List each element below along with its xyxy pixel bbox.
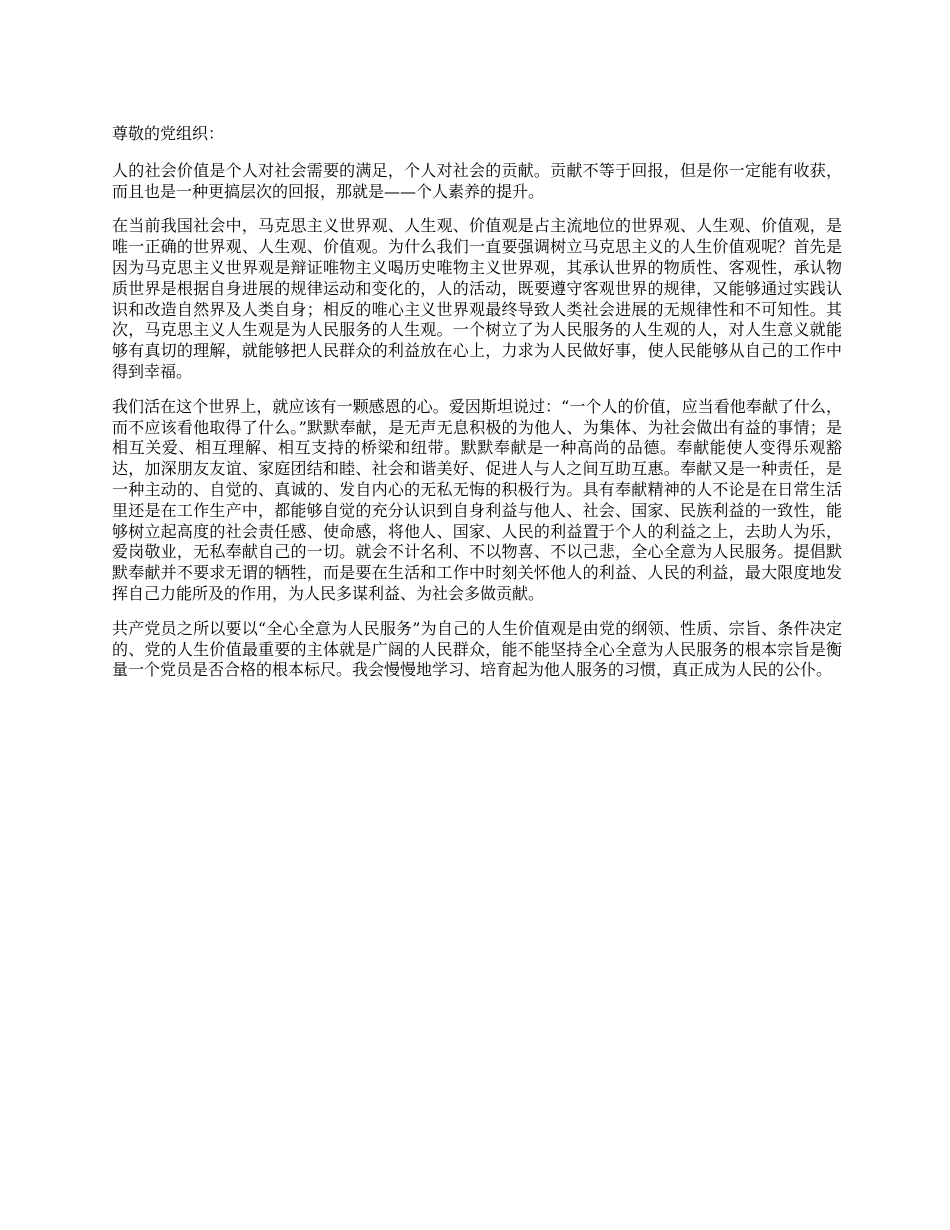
paragraph: 人的社会价值是个人对社会需要的满足，个人对社会的贡献。贡献不等于回报，但是你一定能有收获，而且也是一种更搞层次的回报，那就是——个人素养的提升。 <box>112 160 842 201</box>
paragraph: 共产党员之所以要以“全心全意为人民服务”为自己的人生价值观是由党的纲领、性质、宗旨、条件决定的、党的人生价值最重要的主体就是广阔的人民群众，能不能坚持全心全意为人民服务的根本宗旨是衡量一个党员是否合格的根本标尺。我会慢慢地学习、培育起为他人服务的习惯，真正成为人民的公仆。 <box>112 618 842 680</box>
document-body <box>112 124 842 695</box>
paragraph: 在当前我国社会中，马克思主义世界观、人生观、价值观是占主流地位的世界观、人生观、价值观，是唯一正确的世界观、人生观、价值观。为什么我们一直要强调树立马克思主义的人生价值观呢？首先是因为马克思主义世界观是辩证唯物主义喝历史唯物主义世界观，其承认世界的物质性、客观性，承认物质世界是根据自身进展的规律运动和变化的，人的活动，既要遵守客观世界的规律，又能够通过实践认识和改造自然界及人类自身；相反的唯心主义世界观最终导致人类社会进展的无规律性和不可知性。其次，马克思主义人生观是为人民服务的人生观。一个树立了为人民服务的人生观的人，对人生意义就能够有真切的理解，就能够把人民群众的利益放在心上，力求为人民做好事，使人民能够从自己的工作中得到幸福。 <box>112 216 842 381</box>
paragraph: 我们活在这个世界上，就应该有一颗感恩的心。爱因斯坦说过：“一个人的价值，应当看他奉献了什么，而不应该看他取得了什么。”默默奉献，是无声无息积极的为他人、为集体、为社会做出有益的事情；是相互关爱、相互理解、相互支持的桥梁和纽带。默默奉献是一种高尚的品德。奉献能使人变得乐观豁达，加深朋友友谊、家庭团结和睦、社会和谐美好、促进人与人之间互助互惠。奉献又是一种责任，是一种主动的、自觉的、真诚的、发自内心的无私无悔的积极行为。具有奉献精神的人不论是在日常生活里还是在工作生产中，都能够自觉的充分认识到自身利益与他人、社会、国家、民族利益的一致性，能够树立起高度的社会责任感、使命感，将他人、国家、人民的利益置于个人的利益之上，去助人为乐，爱岗敬业，无私奉献自己的一切。就会不计名利、不以物喜、不以己悲，全心全意为人民服务。提倡默默奉献并不要求无谓的牺牲，而是要在生活和工作中时刻关怀他人的利益、人民的利益，最大限度地发挥自己力能所及的作用，为人民多谋利益、为社会多做贡献。 <box>112 396 842 603</box>
salutation: 尊敬的党组织： <box>112 124 225 143</box>
